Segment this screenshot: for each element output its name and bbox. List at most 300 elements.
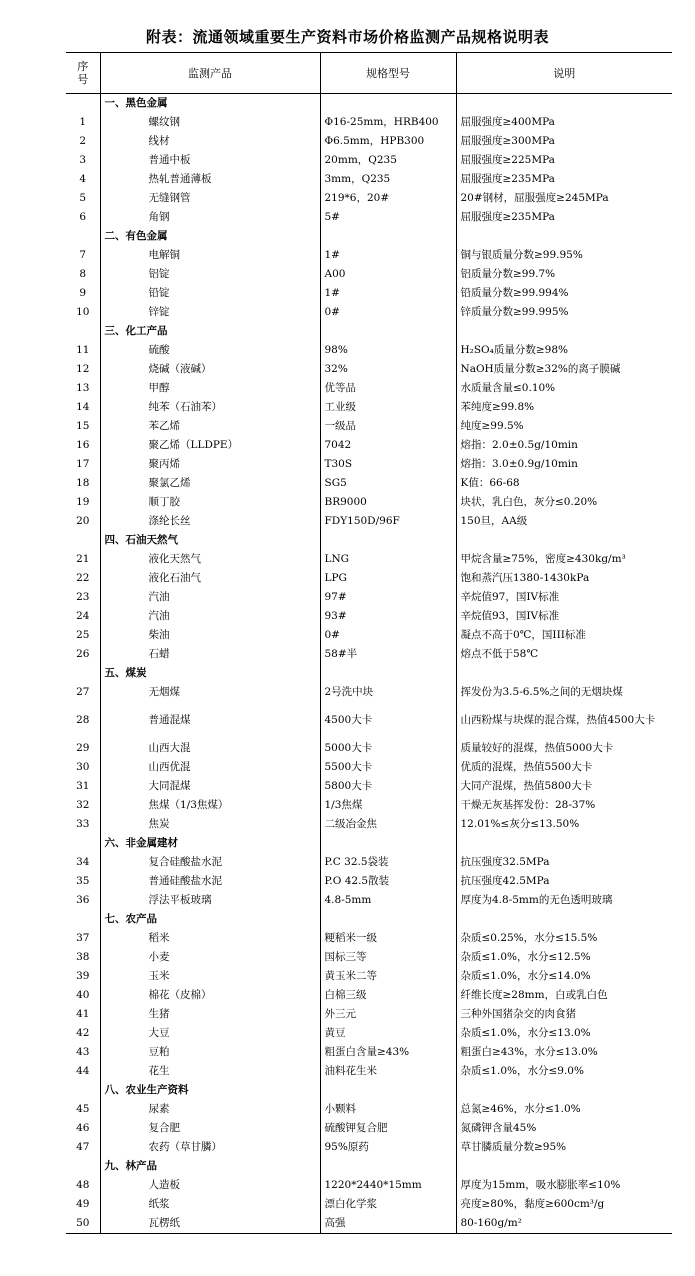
description: 屈服强度≥235MPa xyxy=(456,170,672,189)
row-number: 21 xyxy=(76,553,90,565)
product-name: 稻米 xyxy=(100,929,320,948)
description: 水质量含量≤0.10% xyxy=(456,379,672,398)
product-name: 农药（草甘膦） xyxy=(100,1138,320,1157)
product-name: 纸浆 xyxy=(100,1195,320,1214)
product-name: 柴油 xyxy=(100,626,320,645)
table-row xyxy=(66,739,672,758)
spec-model: 1# xyxy=(320,246,456,265)
product-name: 山西优混 xyxy=(100,758,320,777)
table-row xyxy=(66,379,672,398)
row-number: 37 xyxy=(76,932,90,944)
table-row xyxy=(66,1043,672,1062)
section-note-cell xyxy=(456,94,672,114)
table-row xyxy=(66,1176,672,1195)
row-number: 29 xyxy=(76,742,90,754)
product-name: 铝锭 xyxy=(100,265,320,284)
product-name: 涤纶长丝 xyxy=(100,512,320,531)
table-row xyxy=(66,1005,672,1024)
section-no-cell xyxy=(66,1081,100,1100)
table-row xyxy=(66,398,672,417)
spec-model: 5500大卡 xyxy=(320,758,456,777)
product-name: 聚氯乙烯 xyxy=(100,474,320,493)
table-row xyxy=(66,1195,672,1214)
spec-model: 7042 xyxy=(320,436,456,455)
description: 铅质量分数≥99.994% xyxy=(456,284,672,303)
spec-model: 白棉三级 xyxy=(320,986,456,1005)
table-row xyxy=(66,151,672,170)
description: 厚度为4.8-5mm的无色透明玻璃 xyxy=(456,891,672,910)
header-no: 序 号 xyxy=(66,53,100,94)
row-number: 22 xyxy=(76,572,90,584)
description: 纤维长度≥28mm，白或乳白色 xyxy=(456,986,672,1005)
product-name: 普通中板 xyxy=(100,151,320,170)
description: 铜与银质量分数≥99.95% xyxy=(456,246,672,265)
product-name: 汽油 xyxy=(100,588,320,607)
description: 杂质≤1.0%，水分≤13.0% xyxy=(456,1024,672,1043)
section-spec-cell xyxy=(320,834,456,853)
spec-model: P.C 32.5袋装 xyxy=(320,853,456,872)
spec-model: P.O 42.5散装 xyxy=(320,872,456,891)
spec-model: Φ16-25mm，HRB400 xyxy=(320,113,456,132)
table-row xyxy=(66,1119,672,1138)
spec-model: 1220*2440*15mm xyxy=(320,1176,456,1195)
spec-model: 2号洗中块 xyxy=(320,683,456,702)
description: 山西粉煤与块煤的混合煤，热值4500大卡 xyxy=(456,702,672,739)
description: 杂质≤1.0%，水分≤14.0% xyxy=(456,967,672,986)
description: 铝质量分数≥99.7% xyxy=(456,265,672,284)
row-number: 15 xyxy=(76,420,90,432)
table-row xyxy=(66,1024,672,1043)
table-row xyxy=(66,1100,672,1119)
row-number: 18 xyxy=(76,477,90,489)
row-number: 14 xyxy=(76,401,90,413)
description: 凝点不高于0℃，国III标准 xyxy=(456,626,672,645)
section-spec-cell xyxy=(320,227,456,246)
row-number: 24 xyxy=(76,610,90,622)
description: 质量较好的混煤，热值5000大卡 xyxy=(456,739,672,758)
row-number: 3 xyxy=(79,154,87,166)
section-note-cell xyxy=(456,531,672,550)
table-row xyxy=(66,550,672,569)
section-spec-cell xyxy=(320,910,456,929)
spec-model: 小颗料 xyxy=(320,1100,456,1119)
product-name: 复合肥 xyxy=(100,1119,320,1138)
table-row xyxy=(66,189,672,208)
table-row xyxy=(66,948,672,967)
spec-model: FDY150D/96F xyxy=(320,512,456,531)
description: 亮度≥80%，黏度≥600cm³/g xyxy=(456,1195,672,1214)
section-note-cell xyxy=(456,834,672,853)
description: 熔指：2.0±0.5g/10min xyxy=(456,436,672,455)
product-name: 汽油 xyxy=(100,607,320,626)
product-name: 焦煤（1/3焦煤） xyxy=(100,796,320,815)
row-number: 47 xyxy=(76,1141,90,1153)
table-row xyxy=(66,132,672,151)
table-row xyxy=(66,929,672,948)
product-name: 热轧普通薄板 xyxy=(100,170,320,189)
product-name: 人造板 xyxy=(100,1176,320,1195)
row-number: 45 xyxy=(76,1103,90,1115)
row-number: 48 xyxy=(76,1179,90,1191)
section-spec-cell xyxy=(320,94,456,114)
table-row xyxy=(66,455,672,474)
product-name: 铅锭 xyxy=(100,284,320,303)
table-row xyxy=(66,246,672,265)
description: 抗压强度42.5MPa xyxy=(456,872,672,891)
row-number: 50 xyxy=(66,1214,100,1234)
row-number: 20 xyxy=(76,515,90,527)
spec-model: 0# xyxy=(320,626,456,645)
description: 杂质≤1.0%，水分≤12.5% xyxy=(456,948,672,967)
spec-model: 硫酸钾复合肥 xyxy=(320,1119,456,1138)
row-number: 40 xyxy=(76,989,90,1001)
product-name: 豆粕 xyxy=(100,1043,320,1062)
row-number: 33 xyxy=(76,818,90,830)
row-number: 1 xyxy=(79,116,87,128)
spec-model: LNG xyxy=(320,550,456,569)
product-name: 大豆 xyxy=(100,1024,320,1043)
table-row xyxy=(66,265,672,284)
product-name: 无缝钢管 xyxy=(100,189,320,208)
product-name: 生猪 xyxy=(100,1005,320,1024)
product-name: 烧碱（液碱） xyxy=(100,360,320,379)
description: 优质的混煤，热值5500大卡 xyxy=(456,758,672,777)
header-row xyxy=(66,53,672,94)
section-no-cell xyxy=(66,531,100,550)
product-name: 花生 xyxy=(100,1062,320,1081)
row-number: 31 xyxy=(76,780,90,792)
spec-model: BR9000 xyxy=(320,493,456,512)
section-spec-cell xyxy=(320,531,456,550)
header-product: 监测产品 xyxy=(100,53,320,94)
description: 纯度≥99.5% xyxy=(456,417,672,436)
section-note-cell xyxy=(456,227,672,246)
section-title: 八、农业生产资料 xyxy=(100,1081,320,1100)
description: 大同产混煤，热值5800大卡 xyxy=(456,777,672,796)
section-no-cell xyxy=(66,227,100,246)
spec-model: 油料花生米 xyxy=(320,1062,456,1081)
row-number: 7 xyxy=(79,249,87,261)
spec-model: 二级冶金焦 xyxy=(320,815,456,834)
product-name: 玉米 xyxy=(100,967,320,986)
spec-model: 一级品 xyxy=(320,417,456,436)
section-title: 一、黑色金属 xyxy=(100,94,320,114)
product-name: 复合硅酸盐水泥 xyxy=(100,853,320,872)
section-note-cell xyxy=(456,1157,672,1176)
table-row xyxy=(66,1062,672,1081)
row-number: 42 xyxy=(76,1027,90,1039)
description: H₂SO₄质量分数≥98% xyxy=(456,341,672,360)
spec-model: 黄豆 xyxy=(320,1024,456,1043)
spec-model: A00 xyxy=(320,265,456,284)
table-row xyxy=(66,170,672,189)
description: 杂质≤0.25%，水分≤15.5% xyxy=(456,929,672,948)
table-row xyxy=(66,284,672,303)
spec-model: Φ6.5mm，HPB300 xyxy=(320,132,456,151)
row-number: 38 xyxy=(76,951,90,963)
section-row xyxy=(66,910,672,929)
table-row xyxy=(66,683,672,702)
description: 辛烷值97，国IV标准 xyxy=(456,588,672,607)
page-title: 附表：流通领域重要生产资料市场价格监测产品规格说明表 xyxy=(145,28,549,46)
description: 块状，乳白色，灰分≤0.20% xyxy=(456,493,672,512)
section-no-cell xyxy=(66,664,100,683)
spec-model: 黄玉米二等 xyxy=(320,967,456,986)
table-row xyxy=(66,872,672,891)
spec-model: 4500大卡 xyxy=(320,702,456,739)
row-number: 6 xyxy=(79,211,87,223)
table-body xyxy=(66,94,672,1234)
description: 挥发份为3.5-6.5%之间的无烟块煤 xyxy=(456,683,672,702)
spec-model: 粳稻米一级 xyxy=(320,929,456,948)
description: 抗压强度32.5MPa xyxy=(456,853,672,872)
spec-model: LPG xyxy=(320,569,456,588)
section-row xyxy=(66,94,672,114)
table-row xyxy=(66,777,672,796)
row-number: 17 xyxy=(76,458,90,470)
row-number: 10 xyxy=(76,306,90,318)
section-title: 九、林产品 xyxy=(100,1157,320,1176)
description: 干燥无灰基挥发份：28-37% xyxy=(456,796,672,815)
section-row xyxy=(66,664,672,683)
row-number: 43 xyxy=(76,1046,90,1058)
table-row xyxy=(66,626,672,645)
section-title: 六、非金属建材 xyxy=(100,834,320,853)
product-name: 普通混煤 xyxy=(100,702,320,739)
row-number: 28 xyxy=(76,714,90,726)
row-number: 2 xyxy=(79,135,87,147)
description: 厚度为15mm，吸水膨胀率≤10% xyxy=(456,1176,672,1195)
section-spec-cell xyxy=(320,1081,456,1100)
table-row xyxy=(66,607,672,626)
section-spec-cell xyxy=(320,1157,456,1176)
section-row xyxy=(66,322,672,341)
product-name: 苯乙烯 xyxy=(100,417,320,436)
product-name: 纯苯（石油苯） xyxy=(100,398,320,417)
spec-model: 93# xyxy=(320,607,456,626)
description: 屈服强度≥235MPa xyxy=(456,208,672,227)
product-name: 硫酸 xyxy=(100,341,320,360)
description: 辛烷值93，国IV标准 xyxy=(456,607,672,626)
product-name: 浮法平板玻璃 xyxy=(100,891,320,910)
product-name: 甲醇 xyxy=(100,379,320,398)
product-name: 石蜡 xyxy=(100,645,320,664)
description: 熔指：3.0±0.9g/10min xyxy=(456,455,672,474)
spec-model: 58#半 xyxy=(320,645,456,664)
section-title: 二、有色金属 xyxy=(100,227,320,246)
section-row xyxy=(66,531,672,550)
product-name: 焦炭 xyxy=(100,815,320,834)
row-number: 30 xyxy=(76,761,90,773)
description: 草甘膦质量分数≥95% xyxy=(456,1138,672,1157)
description: 屈服强度≥400MPa xyxy=(456,113,672,132)
description: 苯纯度≥99.8% xyxy=(456,398,672,417)
product-name: 无烟煤 xyxy=(100,683,320,702)
description: 甲烷含量≥75%，密度≥430kg/m³ xyxy=(456,550,672,569)
product-name: 角钢 xyxy=(100,208,320,227)
row-number: 36 xyxy=(76,894,90,906)
section-row xyxy=(66,1081,672,1100)
spec-model: 97# xyxy=(320,588,456,607)
description: 饱和蒸汽压1380-1430kPa xyxy=(456,569,672,588)
spec-model: 5# xyxy=(320,208,456,227)
section-spec-cell xyxy=(320,664,456,683)
section-note-cell xyxy=(456,1081,672,1100)
table-row xyxy=(66,758,672,777)
row-number: 16 xyxy=(76,439,90,451)
section-no-cell xyxy=(66,94,100,114)
section-title: 三、化工产品 xyxy=(100,322,320,341)
row-number: 32 xyxy=(76,799,90,811)
section-row xyxy=(66,834,672,853)
section-row xyxy=(66,227,672,246)
spec-model: 优等品 xyxy=(320,379,456,398)
table-row xyxy=(66,208,672,227)
product-name: 棉花（皮棉） xyxy=(100,986,320,1005)
table-row xyxy=(66,986,672,1005)
spec-model: 漂白化学浆 xyxy=(320,1195,456,1214)
table-row xyxy=(66,588,672,607)
product-name: 顺丁胶 xyxy=(100,493,320,512)
row-number: 5 xyxy=(79,192,87,204)
row-number: 4 xyxy=(79,173,87,185)
table-row xyxy=(66,796,672,815)
product-name: 锌锭 xyxy=(100,303,320,322)
spec-model: 1# xyxy=(320,284,456,303)
description: 屈服强度≥225MPa xyxy=(456,151,672,170)
product-name: 尿素 xyxy=(100,1100,320,1119)
row-number: 41 xyxy=(76,1008,90,1020)
table-row xyxy=(66,702,672,739)
spec-model: 外三元 xyxy=(320,1005,456,1024)
spec-table xyxy=(66,52,672,1234)
row-number: 25 xyxy=(76,629,90,641)
table-row xyxy=(66,417,672,436)
section-title: 五、煤炭 xyxy=(100,664,320,683)
row-number: 23 xyxy=(76,591,90,603)
spec-model: 98% xyxy=(320,341,456,360)
spec-model: T30S xyxy=(320,455,456,474)
section-no-cell xyxy=(66,322,100,341)
description: NaOH质量分数≥32%的离子膜碱 xyxy=(456,360,672,379)
table-row xyxy=(66,436,672,455)
description: 12.01%≤灰分≤13.50% xyxy=(456,815,672,834)
spec-model: SG5 xyxy=(320,474,456,493)
header-note: 说明 xyxy=(456,53,672,94)
table-row xyxy=(66,113,672,132)
table-row xyxy=(66,474,672,493)
spec-model: 32% xyxy=(320,360,456,379)
section-note-cell xyxy=(456,910,672,929)
row-number: 34 xyxy=(76,856,90,868)
spec-model: 粗蛋白含量≥43% xyxy=(320,1043,456,1062)
row-number: 19 xyxy=(76,496,90,508)
product-name: 瓦楞纸 xyxy=(100,1214,320,1234)
product-name: 液化石油气 xyxy=(100,569,320,588)
row-number: 35 xyxy=(76,875,90,887)
description: 杂质≤1.0%，水分≤9.0% xyxy=(456,1062,672,1081)
spec-model: 工业级 xyxy=(320,398,456,417)
product-name: 电解铜 xyxy=(100,246,320,265)
product-name: 大同混煤 xyxy=(100,777,320,796)
product-name: 螺纹钢 xyxy=(100,113,320,132)
table-row xyxy=(66,360,672,379)
table-row xyxy=(66,303,672,322)
description: 屈服强度≥300MPa xyxy=(456,132,672,151)
section-no-cell xyxy=(66,910,100,929)
description: 20#钢材，屈服强度≥245MPa xyxy=(456,189,672,208)
description: 氮磷钾含量45% xyxy=(456,1119,672,1138)
product-name: 山西大混 xyxy=(100,739,320,758)
table-row xyxy=(66,341,672,360)
row-number: 11 xyxy=(76,344,90,356)
row-number: 46 xyxy=(76,1122,90,1134)
description: K值：66-68 xyxy=(456,474,672,493)
table-row xyxy=(66,815,672,834)
spec-model: 1/3焦煤 xyxy=(320,796,456,815)
table-row xyxy=(66,1138,672,1157)
spec-model: 95%原药 xyxy=(320,1138,456,1157)
section-no-cell xyxy=(66,1157,100,1176)
row-number: 12 xyxy=(76,363,90,375)
row-number: 9 xyxy=(79,287,87,299)
row-number: 8 xyxy=(79,268,87,280)
section-title: 四、石油天然气 xyxy=(100,531,320,550)
description: 150旦，AA级 xyxy=(456,512,672,531)
table-row xyxy=(66,569,672,588)
row-number: 49 xyxy=(76,1198,90,1210)
table-row xyxy=(66,891,672,910)
description: 锌质量分数≥99.995% xyxy=(456,303,672,322)
description: 80-160g/m² xyxy=(456,1214,672,1234)
table-row xyxy=(66,645,672,664)
spec-model: 高强 xyxy=(320,1214,456,1234)
row-number: 26 xyxy=(76,648,90,660)
spec-model: 0# xyxy=(320,303,456,322)
product-name: 小麦 xyxy=(100,948,320,967)
product-name: 聚丙烯 xyxy=(100,455,320,474)
product-name: 普通硅酸盐水泥 xyxy=(100,872,320,891)
row-number: 44 xyxy=(76,1065,90,1077)
spec-model: 20mm，Q235 xyxy=(320,151,456,170)
table-row xyxy=(66,512,672,531)
description: 熔点不低于58℃ xyxy=(456,645,672,664)
description: 总氮≥46%，水分≤1.0% xyxy=(456,1100,672,1119)
product-name: 液化天然气 xyxy=(100,550,320,569)
description: 粗蛋白≥43%，水分≤13.0% xyxy=(456,1043,672,1062)
description: 三种外国猪杂交的肉食猪 xyxy=(456,1005,672,1024)
table-row xyxy=(66,967,672,986)
row-number: 13 xyxy=(76,382,90,394)
section-note-cell xyxy=(456,664,672,683)
spec-model: 5000大卡 xyxy=(320,739,456,758)
section-row xyxy=(66,1157,672,1176)
table-row xyxy=(66,493,672,512)
spec-model: 219*6，20# xyxy=(320,189,456,208)
section-no-cell xyxy=(66,834,100,853)
header-spec: 规格型号 xyxy=(320,53,456,94)
section-note-cell xyxy=(456,322,672,341)
row-number: 39 xyxy=(76,970,90,982)
spec-model: 国标三等 xyxy=(320,948,456,967)
table-row xyxy=(66,853,672,872)
spec-model: 5800大卡 xyxy=(320,777,456,796)
section-title: 七、农产品 xyxy=(100,910,320,929)
spec-model: 4.8-5mm xyxy=(320,891,456,910)
product-name: 线材 xyxy=(100,132,320,151)
spec-model: 3mm，Q235 xyxy=(320,170,456,189)
row-number: 27 xyxy=(76,686,90,698)
